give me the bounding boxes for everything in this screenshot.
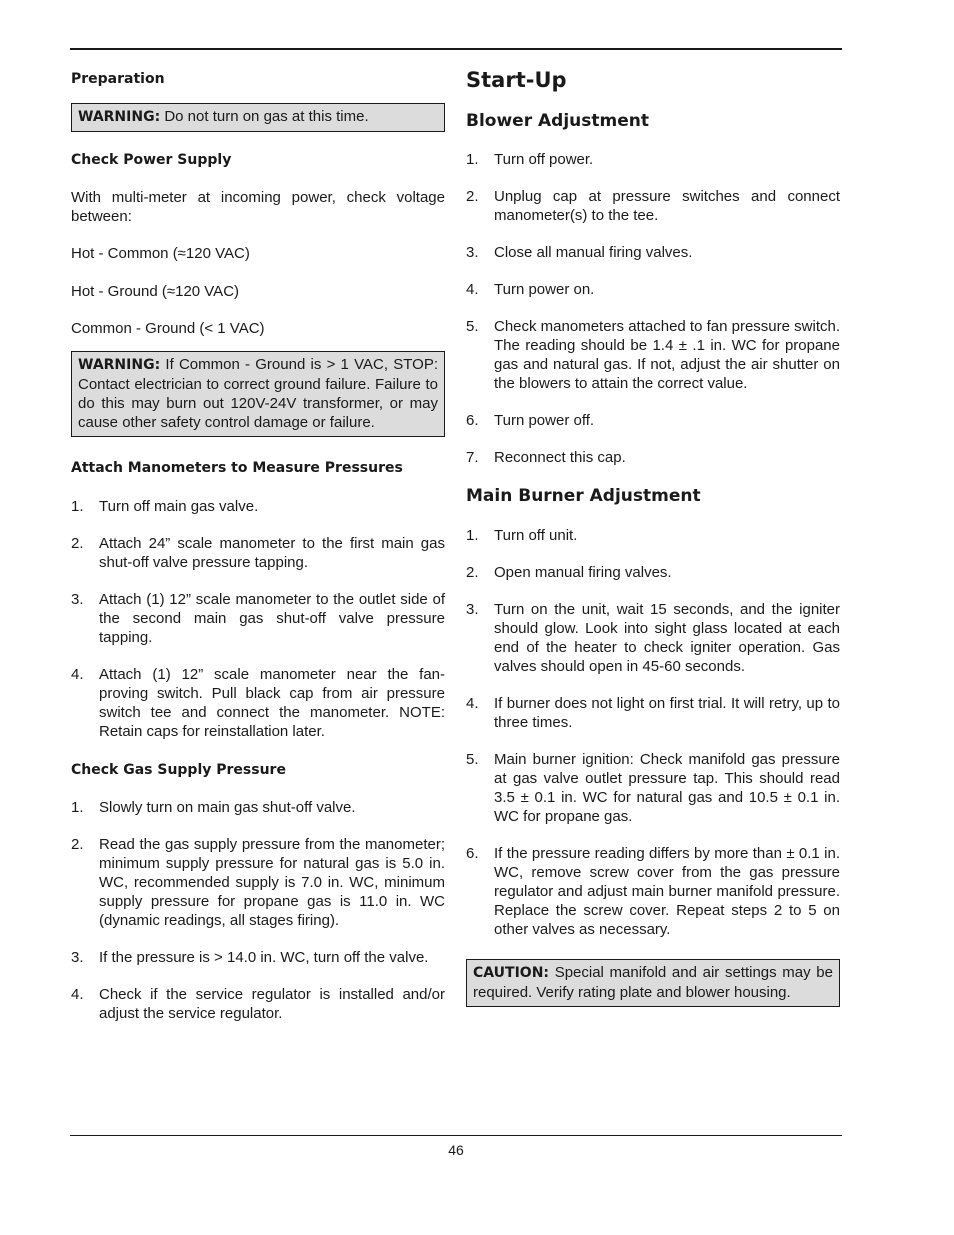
list-item: 2. Unplug cap at pressure switches and connect manometer(s) to the tee. — [466, 188, 840, 224]
page-number: 46 — [448, 1142, 464, 1158]
warning-text: If Common - Ground is > 1 VAC, STOP: Contact electrician to correct ground failure. Failure to do this may burn out 120V-24V transformer, or may cause other safety control damage or failure. — [78, 356, 438, 431]
burner-steps — [466, 526, 840, 939]
list-item: 4. Attach (1) 12” scale manometer near the fan-proving switch. Pull black cap from air pressure switch tee and connect the manometer. NOTE: Retain caps for reinstallation later. — [71, 666, 445, 740]
manometers-heading: Attach Manometers to Measure Pressures — [71, 460, 403, 476]
caution-text: Special manifold and air settings may be required. Verify rating plate and blower housing. — [473, 964, 833, 1001]
list-item: 7. Reconnect this cap. — [466, 449, 626, 466]
right-column — [466, 68, 840, 1007]
caution-box — [466, 959, 840, 1007]
warning-label: WARNING: — [78, 357, 161, 373]
top-rule — [70, 48, 842, 50]
list-item: 4. Check if the service regulator is installed and/or adjust the service regulator. — [71, 986, 445, 1022]
list-item: 3. Attach (1) 12” scale manometer to the outlet side of the second main gas shut-off valve pressure tapping. — [71, 591, 445, 646]
left-column — [71, 68, 445, 1023]
list-item: 4. If burner does not light on first trial. It will retry, up to three times. — [466, 695, 840, 731]
warning-box — [71, 103, 445, 132]
warning-text: Do not turn on gas at this time. — [160, 108, 369, 125]
list-item: 1. Turn off power. — [466, 151, 594, 168]
bottom-rule — [70, 1135, 842, 1136]
list-item: 6. If the pressure reading differs by more than ± 0.1 in. WC, remove screw cover from the gas pressure regulator and adjust main burner manifold pressure. Replace the screw cover. Repeat steps 2 to 5 on other valves as necessary. — [466, 845, 840, 938]
power-line: Hot - Ground (≈120 VAC) — [71, 283, 240, 300]
caution-label: CAUTION: — [473, 965, 550, 981]
warning-box — [71, 351, 445, 437]
list-item: 4. Turn power on. — [466, 281, 595, 298]
list-item: 2. Read the gas supply pressure from the manometer; minimum supply pressure for natural gas is 5.0 in. WC, recommended supply is 7.0 in. WC, minimum supply pressure for propane gas is 11.0 in. WC (dynamic readings, all stages firing). — [71, 836, 445, 929]
blower-steps — [466, 150, 840, 467]
startup-heading: Start-Up — [466, 68, 567, 92]
gas-supply-steps — [71, 798, 445, 1023]
list-item: 2. Open manual firing valves. — [466, 564, 672, 581]
list-item: 6. Turn power off. — [466, 412, 595, 429]
list-item: 3. Turn on the unit, wait 15 seconds, and the igniter should glow. Look into sight glass located at each end of the heater to check igniter operation. Gas valves should open in 45-60 seconds. — [466, 601, 840, 675]
blower-heading: Blower Adjustment — [466, 111, 649, 131]
list-item: 2. Attach 24” scale manometer to the first main gas shut-off valve pressure tapping. — [71, 535, 445, 571]
preparation-heading: Preparation — [71, 71, 165, 87]
gas-supply-heading: Check Gas Supply Pressure — [71, 762, 286, 778]
power-line: Common - Ground (< 1 VAC) — [71, 320, 265, 337]
power-line: Hot - Common (≈120 VAC) — [71, 245, 250, 262]
list-item: 1. Slowly turn on main gas shut-off valve. — [71, 799, 356, 816]
check-power-heading: Check Power Supply — [71, 152, 232, 168]
check-power-intro: With multi-meter at incoming power, check voltage between: — [71, 189, 445, 225]
list-item: 3. Close all manual firing valves. — [466, 244, 693, 261]
list-item: 3. If the pressure is > 14.0 in. WC, turn off the valve. — [71, 949, 429, 966]
warning-label: WARNING: — [78, 109, 161, 125]
burner-heading: Main Burner Adjustment — [466, 486, 701, 506]
list-item: 5. Check manometers attached to fan pressure switch. The reading should be 1.4 ± .1 in. WC for propane gas and natural gas. If not, adjust the air shutter on the blowers to attain the correct value. — [466, 318, 840, 392]
manometer-steps — [71, 497, 445, 741]
list-item: 1. Turn off main gas valve. — [71, 498, 259, 515]
list-item: 5. Main burner ignition: Check manifold gas pressure at gas valve outlet pressure tap. This should read 3.5 ± 0.1 in. WC for natural gas and 10.5 ± 0.1 in. WC for propane gas. — [466, 751, 840, 825]
list-item: 1. Turn off unit. — [466, 527, 578, 544]
